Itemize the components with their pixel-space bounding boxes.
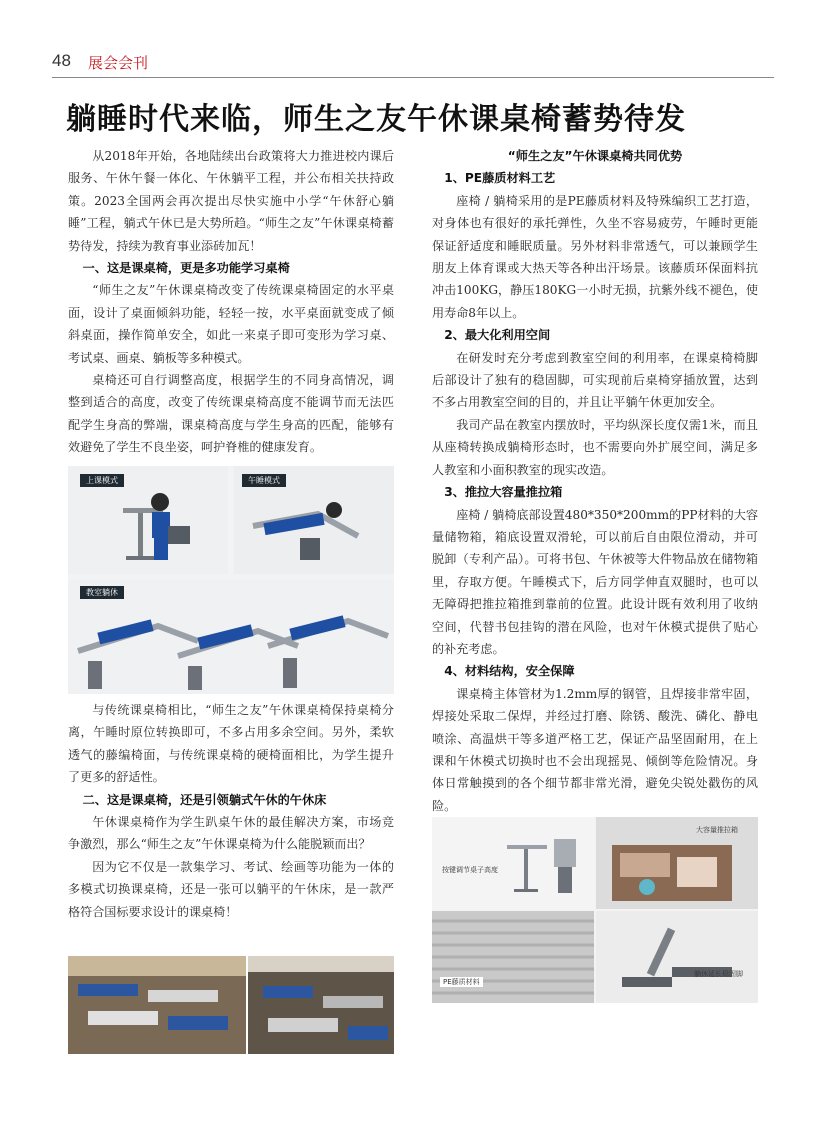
paragraph: “师生之友”午休课桌椅改变了传统课桌椅固定的水平桌面，设计了桌面倾斜功能，轻轻一按，水平桌面就变成了倾斜桌面，操作简单安全，如此一来桌子即可变形为学习桌、考试桌、画桌、躺板等多种模式。 — [68, 283, 394, 365]
nap-mode-tag: 午睡模式 — [242, 474, 286, 487]
intro-paragraph: 从2018年开始，各地陆续出台政策将大力推进校内课后服务、午休午餐一体化、午休躺平工程，并公布相关扶持政策。2023全国两会再次提出尽快实施中小学“午休舒心躺睡”工程，躺式午休已是大势所趋。“师生之友”午休课桌椅蓄势待发，持续为教育事业添砖加瓦！ — [68, 149, 394, 253]
paragraph: 在研发时充分考虑到教室空间的利用率，在课桌椅椅脚后部设计了独有的稳固脚，可实现前后桌椅穿插放置，达到不多占用教室空间的目的，并且让平躺午休更加安全。 — [432, 350, 758, 410]
paragraph: 午休课桌椅作为学生趴桌午休的最佳解决方案，市场竞争激烈，那么“师生之友”午休课桌椅为什么能脱颖而出？ — [68, 815, 394, 852]
advantage-heading-2: 2、最大化利用空间 — [444, 328, 551, 343]
paragraph: 课桌椅主体管材为1.2mm厚的钢管，且焊接非常牢固，焊接处采取二保焊，并经过打磨、除锈、酸洗、磷化、静电喷涂、高温烘干等多道严格工艺，保证产品坚固耐用，在上课和午休模式切换时也不会出现摇晃、倾倒等危险情况。身体日常触摸到的各个细节都非常光滑，避免尖锐处戳伤的风险。 — [432, 686, 758, 813]
advantage-heading-4: 4、材料结构，安全保障 — [444, 664, 575, 679]
header-divider — [52, 77, 774, 78]
section-heading-2: 二、这是课桌椅，还是引领躺式午休的午休床 — [82, 792, 327, 807]
paragraph: 我司产品在教室内摆放时，平均纵深长度仅需1米，而且从座椅转换成躺椅形态时，也不需要向外扩展空间，满足多人教室和小面积教室的现实改造。 — [432, 417, 758, 477]
paragraph: 因为它不仅是一款集学习、考试、绘画等功能为一体的多模式切换课桌椅，还是一张可以躺平的午休床，是一款严格符合国标要求设计的课桌椅！ — [68, 859, 394, 919]
left-column-top — [68, 145, 394, 459]
classroom-nap-photo — [68, 956, 394, 1054]
paragraph: 桌椅还可自行调整高度，根据学生的不同身高情况，调整到适合的高度，改变了传统课桌椅高度不能调节而无法匹配学生身高的弊端，课桌椅高度与学生身高的匹配，能够有效避免了学生不良坐姿，呵护脊椎的健康发育。 — [68, 373, 394, 455]
left-column-bottom — [68, 699, 394, 923]
page-header — [0, 0, 826, 80]
advantages-heading: “师生之友”午休课桌椅共同优势 — [507, 149, 683, 163]
magazine-name: 展会会刊 — [88, 54, 149, 72]
page-number: 48 — [52, 51, 71, 70]
right-column — [432, 145, 758, 817]
advantage-heading-1: 1、PE藤质材料工艺 — [444, 171, 556, 186]
classroom-nap-tag: 教室躺休 — [80, 586, 124, 599]
class-mode-tag: 上课模式 — [80, 474, 124, 487]
storage-box-label: 大容量推拉箱 — [696, 826, 738, 834]
stabilizer-foot-label: 躺休延长稳固脚 — [694, 970, 743, 978]
pe-rattan-label: PE藤质材料 — [440, 977, 483, 987]
paragraph: 座椅 / 躺椅采用的是PE藤质材料及特殊编织工艺打造，对身体也有很好的承托弹性，久坐不容易疲劳，午睡时更能保证舒适度和睡眠质量。另外材料非常透气，可以兼顾学生朋友上体育课或大热天等各种出汗场景。该藤质环保面料抗冲击100KG，静压180KG一小时无损，抗紫外线不褪色，使用寿命8年以上。 — [432, 193, 758, 320]
paragraph: 与传统课桌椅相比，“师生之友”午休课桌椅保持桌椅分离，午睡时原位转换即可，不多占用多余空间。另外，柔软透气的藤编椅面，与传统课桌椅的硬椅面相比，为学生提升了更多的舒适性。 — [68, 703, 394, 785]
paragraph: 座椅 / 躺椅底部设置480*350*200mm的PP材料的大容量储物箱，箱底设置双滑轮，可以前后自由限位滑动，并可脱卸（专利产品）。可将书包、午休被等大件物品放在储物箱里，存取方便。午睡模式下，后方同学伸直双腿时，也可以无障碍把推拉箱推到靠前的位置。此设计既有效利用了收纳空间，代替书包挂钩的潜在风险，也对午休模式提供了贴心的补充考虑。 — [432, 507, 758, 656]
product-mode-photos — [68, 466, 394, 694]
height-adjust-label: 按键调节桌子高度 — [442, 866, 498, 874]
article-title: 躺睡时代来临，师生之友午休课桌椅蓄势待发 — [66, 102, 686, 137]
product-detail-photos — [432, 817, 758, 1003]
advantage-heading-3: 3、推拉大容量推拉箱 — [444, 485, 563, 500]
section-heading-1: 一、这是课桌椅，更是多功能学习桌椅 — [82, 261, 290, 276]
